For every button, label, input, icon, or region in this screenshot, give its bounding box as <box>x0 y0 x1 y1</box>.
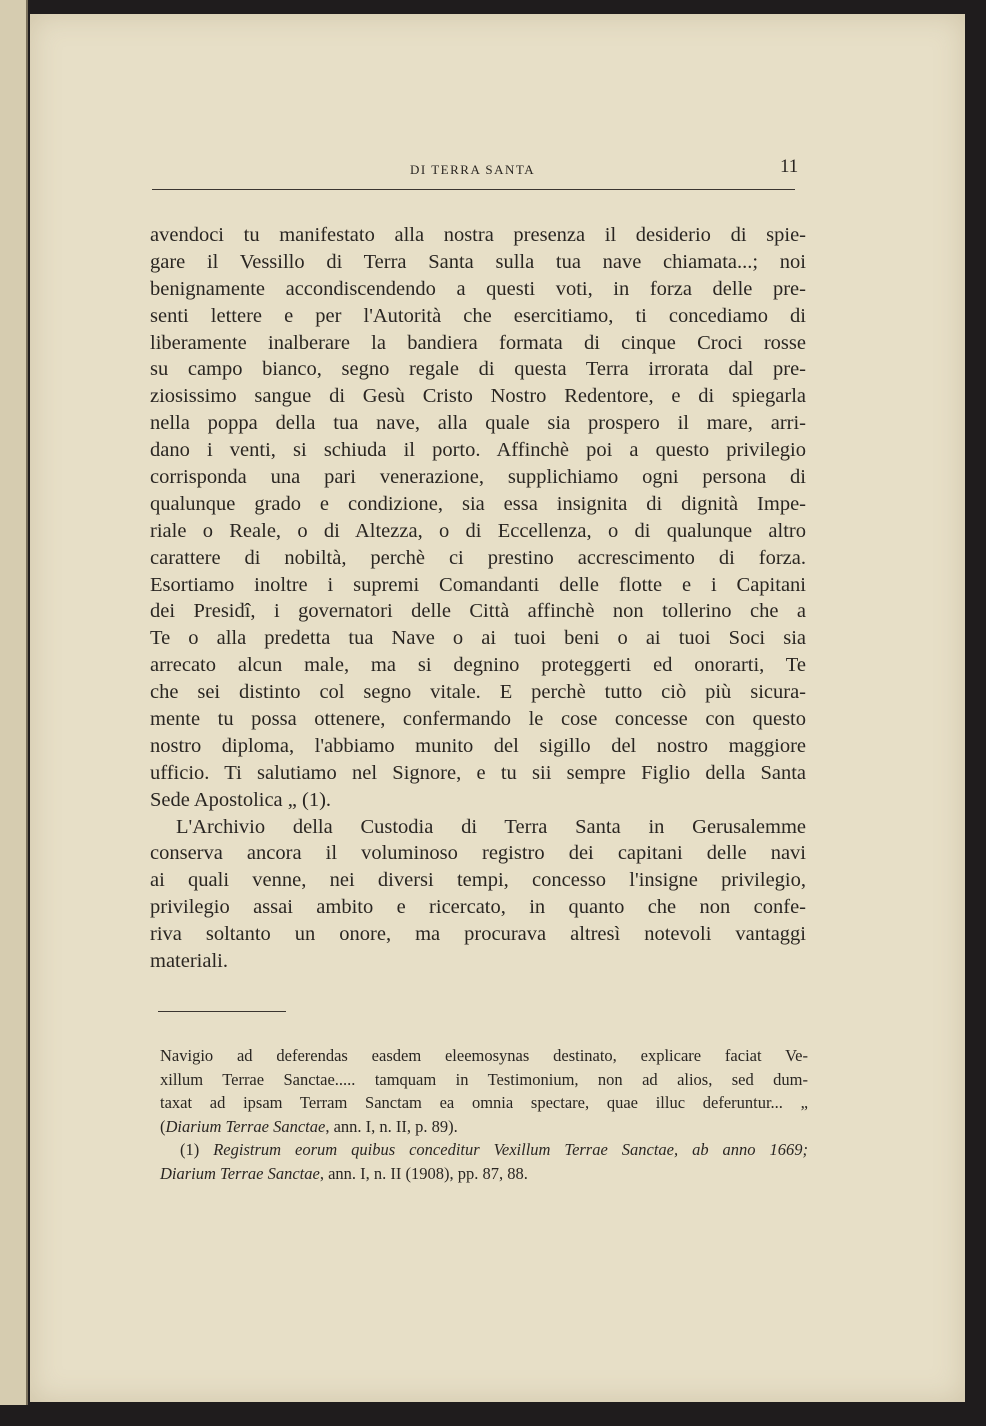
text-line: Te o alla predetta tua Nave o ai tuoi beni o ai tuoi Soci sia <box>150 627 806 650</box>
paren: ( <box>160 1116 166 1136</box>
footnote-line <box>160 1162 808 1186</box>
text-line: liberamente inalberare la bandiera formata di cinque Croci rosse <box>150 331 806 354</box>
text-line: conserva ancora il voluminoso registro dei capitani delle navi <box>150 842 806 865</box>
footnote-rule <box>158 1011 286 1012</box>
text-line: nostro diploma, l'abbiamo munito del sigillo del nostro maggiore <box>150 734 806 757</box>
citation-title: Diarium Terrae Sanctae <box>160 1163 320 1183</box>
text-line: riva soltanto un onore, ma procurava altresì notevoli vantaggi <box>150 923 806 946</box>
text-line: ufficio. Ti salutiamo nel Signore, e tu sii sempre Figlio della Santa <box>150 761 806 784</box>
footnote-line: xillum Terrae Sanctae..... tamquam in Testimonium, non ad alios, sed dum- <box>160 1069 808 1089</box>
text-line: riale o Reale, o di Altezza, o di Eccellenza, o di qualunque altro <box>150 519 806 542</box>
text-line: dano i venti, si schiuda il porto. Affinchè poi a questo privilegio <box>150 439 806 462</box>
footnote-marker: (1) <box>180 1140 200 1159</box>
text-line: Esortiamo inoltre i supremi Comandanti delle flotte e i Capitani <box>150 573 806 596</box>
body-text <box>150 222 806 975</box>
text-line: arrecato alcun male, ma si degnino proteggerti ed onorarti, Te <box>150 654 806 677</box>
page-number: 11 <box>780 156 799 177</box>
text-line: materiali. <box>150 950 228 973</box>
running-title: DI TERRA SANTA <box>410 162 536 177</box>
text-line: senti lettere e per l'Autorità che esercitiamo, ti concediamo di <box>150 304 806 327</box>
citation-title: Diarium Terrae Sanctae <box>165 1116 326 1136</box>
text-line: L'Archivio della Custodia di Terra Santa in Gerusalemme <box>176 815 806 838</box>
text-line: privilegio assai ambito e ricercato, in quanto che non confe- <box>150 896 806 919</box>
text-line: qualunque grado e condizione, sia essa insignita di dignità Impe- <box>150 492 806 515</box>
footnotes <box>160 1044 808 1185</box>
text-line: carattere di nobiltà, perchè ci prestino accrescimento di forza. <box>150 546 806 569</box>
text-line: gare il Vessillo di Terra Santa sulla tua nave chiamata...; noi <box>150 250 806 273</box>
citation-rest: , ann. I, n. II, p. 89). <box>325 1116 458 1136</box>
footnote-line: Navigio ad deferendas easdem eleemosynas destinato, explicare faciat Ve- <box>160 1046 808 1065</box>
text-line: ai quali venne, nei diversi tempi, concesso l'insigne privilegio, <box>150 869 806 892</box>
citation-title: Registrum eorum quibus conceditur Vexillum Terrae Sanctae, ab anno 1669; <box>213 1140 809 1159</box>
text-line: su campo bianco, segno regale di questa Terra irrorata dal pre- <box>150 358 806 381</box>
footnote-line <box>160 1115 808 1139</box>
text-line: nella poppa della tua nave, alla quale sia prospero il mare, arri- <box>150 412 806 435</box>
footnote-line: taxat ad ipsam Terram Sanctam ea omnia spectare, quae illuc deferuntur... „ <box>160 1093 808 1112</box>
text-line: Sede Apostolica „ (1). <box>150 788 332 811</box>
footnote-1 <box>160 1138 808 1162</box>
text-line: benignamente accondiscendendo a questi voti, in forza delle pre- <box>150 277 806 300</box>
text-line: ziosissimo sangue di Gesù Cristo Nostro Redentore, e di spiegarla <box>150 385 806 408</box>
text-line: dei Presidî, i governatori delle Città affinchè non tollerino che a <box>150 600 806 623</box>
text-line: mente tu possa ottenere, confermando le cose concesse con questo <box>150 708 806 731</box>
facing-page-edge <box>0 0 28 1405</box>
text-line: che sei distinto col segno vitale. E perchè tutto ciò più sicura- <box>150 681 806 704</box>
header-rule <box>152 189 795 190</box>
text-line: avendoci tu manifestato alla nostra presenza il desiderio di spie- <box>150 224 806 246</box>
text-line: corrisponda una pari venerazione, supplichiamo ogni persona di <box>150 466 806 489</box>
citation-rest: , ann. I, n. II (1908), pp. 87, 88. <box>319 1163 528 1183</box>
